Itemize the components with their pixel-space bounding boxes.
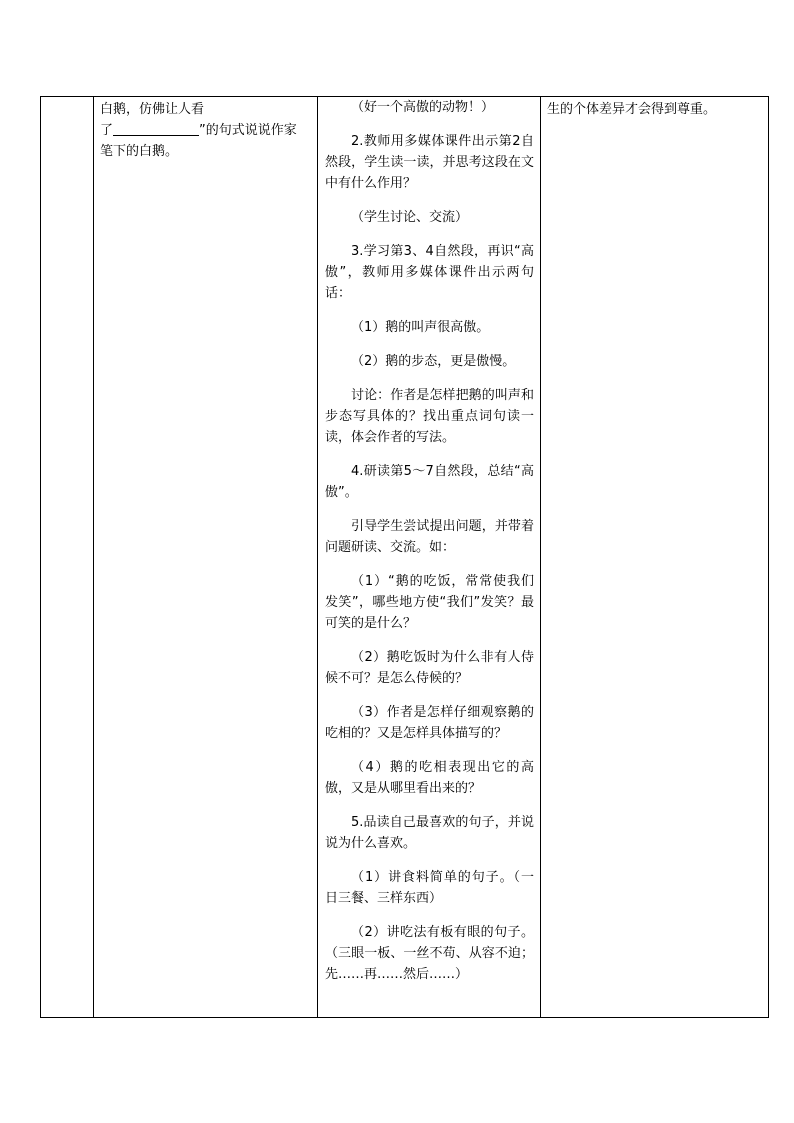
process-paragraph: （1）“鹅的吃饭，常常使我们发笑”，哪些地方使“我们”发笑？最可笑的是什么？ xyxy=(325,574,534,631)
activity-line: 白鹅，仿佛让人看 xyxy=(100,102,205,117)
process-paragraph: 5.品读自己最喜欢的句子，并说说为什么喜欢。 xyxy=(325,815,534,851)
process-paragraph: 2.教师用多媒体课件出示第2自然段，学生读一读，并思考这段在文中有什么作用？ xyxy=(325,134,534,191)
process-paragraph: 引导学生尝试提出问题，并带着问题研读、交流。如： xyxy=(325,519,534,555)
process-paragraph: （好一个高傲的动物！） xyxy=(351,100,495,115)
fill-in-blank xyxy=(113,121,199,136)
process-paragraph: （3）作者是怎样仔细观察鹅的吃相的？又是怎样具体描写的？ xyxy=(325,705,534,741)
process-paragraph: （2）讲吃法有板有眼的句子。（三眼一板、一丝不苟、从容不迫；先……再……然后……） xyxy=(325,925,534,982)
process-paragraph: （2）鹅的步态，更是傲慢。 xyxy=(351,354,516,369)
process-column-cell xyxy=(318,97,541,1018)
process-paragraph: （4）鹅的吃相表现出它的高傲，又是从哪里看出来的？ xyxy=(325,760,534,796)
process-paragraph: （学生讨论、交流） xyxy=(351,210,469,225)
notes-text: 生的个体差异才会得到尊重。 xyxy=(547,102,717,117)
activity-line: 笔下的白鹅。 xyxy=(100,144,179,159)
process-paragraph: （2）鹅吃饭时为什么非有人侍候不可？是怎么侍候的？ xyxy=(325,650,534,686)
activity-line xyxy=(100,120,312,141)
process-paragraph: 讨论：作者是怎样把鹅的叫声和步态写具体的？找出重点词句读一读，体会作者的写法。 xyxy=(325,388,534,445)
activity-column-cell xyxy=(94,97,318,1018)
activity-line-prefix: 了 xyxy=(100,123,114,138)
notes-column-cell xyxy=(541,97,769,1018)
process-paragraph: 4.研读第5～7自然段，总结“高傲”。 xyxy=(325,464,534,500)
process-paragraph: （1）讲食料简单的句子。（一日三餐、三样东西） xyxy=(325,870,534,906)
process-paragraph: 3.学习第3、4自然段，再识“高傲”，教师用多媒体课件出示两句话： xyxy=(325,244,534,301)
process-paragraph: （1）鹅的叫声很高傲。 xyxy=(351,320,490,335)
activity-line-suffix: ”的句式说说作家 xyxy=(199,123,297,138)
process-text xyxy=(318,97,540,985)
table-row xyxy=(41,97,769,1018)
activity-text xyxy=(94,97,317,162)
blank-column-cell xyxy=(41,97,94,1018)
lesson-plan-table xyxy=(40,96,769,1018)
